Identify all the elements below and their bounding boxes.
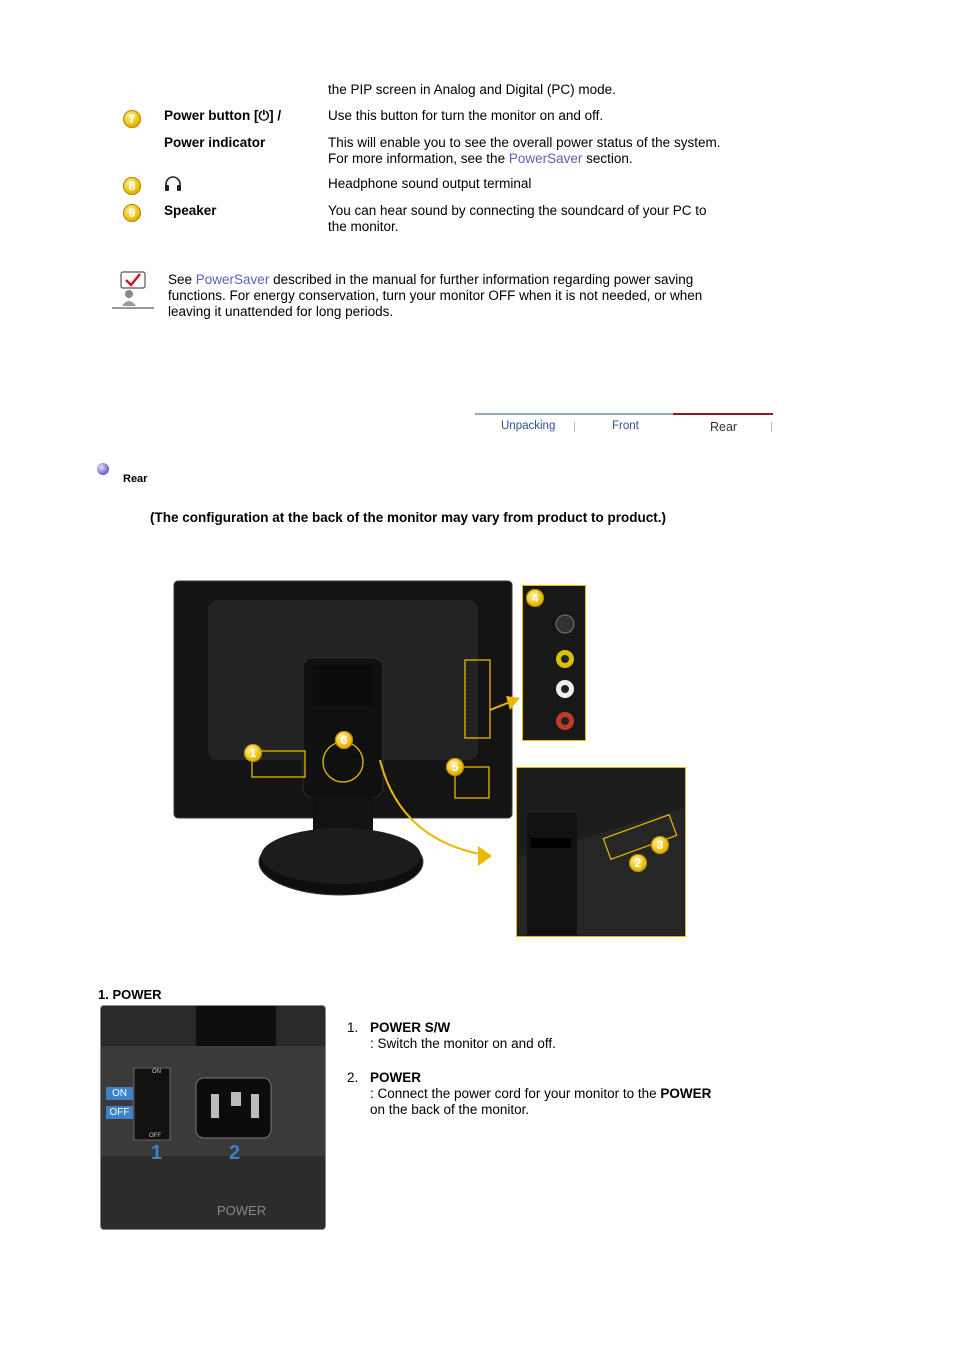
section-subtitle: (The configuration at the back of the monitor may vary from product to product.)	[150, 510, 667, 525]
power-button-desc: Use this button for turn the monitor on and off.	[328, 108, 604, 123]
power-indicator-label: Power indicator	[164, 135, 266, 150]
number-badge-7: 7	[123, 110, 141, 128]
headphone-icon	[164, 176, 182, 195]
callout-5: 5	[446, 758, 464, 776]
callout-6: 6	[335, 731, 353, 749]
callout-4: 4	[526, 589, 544, 607]
tab-bar	[475, 413, 773, 415]
photo-number-1: 1	[151, 1142, 163, 1164]
number-badge-9: 9	[123, 204, 141, 222]
bullet-icon	[97, 463, 109, 475]
headphone-desc: Headphone sound output terminal	[328, 176, 532, 191]
tab-divider	[574, 422, 575, 432]
tab-rear[interactable]: Rear	[710, 420, 738, 434]
off-label: OFF	[106, 1106, 133, 1119]
power-indicator-desc: This will enable you to see the overall power status of the system. For more information, see the PowerSaver section.	[328, 135, 721, 166]
powersaver-link[interactable]: PowerSaver	[508, 151, 583, 166]
speaker-desc: You can hear sound by connecting the soundcard of your PC to the monitor.	[328, 203, 707, 234]
power-caption: POWER	[217, 1203, 267, 1218]
note-powersaver-link[interactable]: PowerSaver	[195, 272, 270, 287]
on-label: ON	[106, 1087, 133, 1100]
switch-on-mark: ON	[152, 1069, 161, 1075]
av-ports-inset	[522, 585, 586, 741]
photo-number-2: 2	[229, 1142, 241, 1164]
section-title: Rear	[123, 473, 148, 485]
switch-off-mark: OFF	[149, 1133, 161, 1139]
power-photo	[100, 1005, 326, 1230]
power-steps	[347, 1020, 767, 1130]
continuation-text: the PIP screen in Analog and Digital (PC) mode.	[328, 82, 616, 97]
callout-3: 3	[651, 836, 669, 854]
note-text: See PowerSaver described in the manual for further information regarding power saving functions. For energy conservation, turn your monitor OFF when it is not needed, or when leaving it unattended for long periods.	[168, 272, 703, 319]
note-icon	[112, 270, 156, 313]
power-heading: 1. POWER	[98, 987, 162, 1002]
step-1: 1. POWER S/W : Switch the monitor on and off.	[347, 1020, 556, 1051]
tab-unpacking[interactable]: Unpacking	[501, 420, 556, 432]
step-2: 2. POWER : Connect the power cord for your monitor to the POWER on the back of the monitor.	[347, 1070, 712, 1117]
tab-front[interactable]: Front	[612, 420, 639, 432]
tab-divider	[771, 422, 772, 432]
callout-2: 2	[629, 854, 647, 872]
number-badge-8: 8	[123, 177, 141, 195]
power-button-label: Power button [⏻] /	[164, 108, 282, 123]
callout-arrows	[360, 690, 525, 873]
callout-1: 1	[244, 744, 262, 762]
speaker-label: Speaker	[164, 203, 217, 218]
